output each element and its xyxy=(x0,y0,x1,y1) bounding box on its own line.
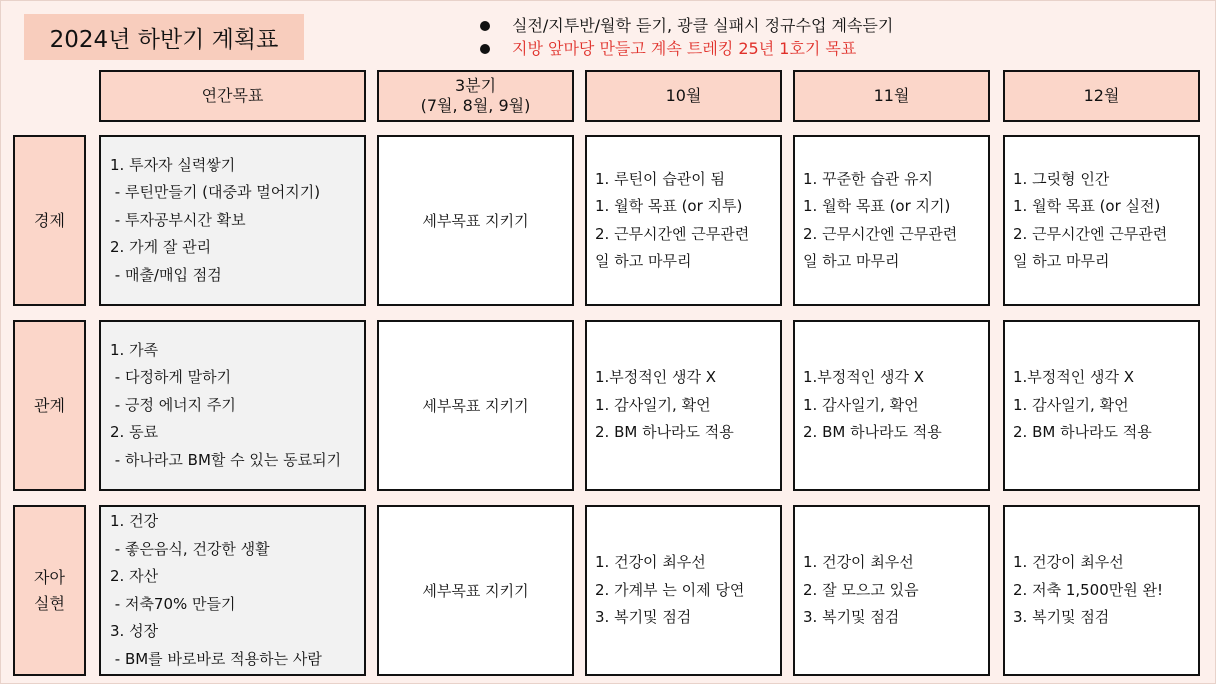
plan-line: 1. 루틴이 습관이 됨 xyxy=(595,169,726,188)
plan-line: 3. 복기및 점검 xyxy=(1013,608,1110,627)
plan-line: 2. 잘 모으고 있음 xyxy=(803,580,919,599)
note-item-highlight xyxy=(480,37,1000,60)
november-cell xyxy=(793,135,990,306)
header-november: 11월 xyxy=(793,70,990,122)
q3-cell: 세부목표 지키기 xyxy=(377,135,574,306)
plan-line: 2. 근무시간엔 근무관련 xyxy=(595,224,750,243)
goal-line: 1. 가족 xyxy=(110,340,159,359)
header-annual-goal: 연간목표 xyxy=(99,70,366,122)
october-cell xyxy=(585,505,782,676)
plan-line: 2. 근무시간엔 근무관련 xyxy=(1013,224,1168,243)
goal-line: - 긍정 에너지 주기 xyxy=(110,395,236,414)
plan-line: 1. 월학 목표 (or 실전) xyxy=(1013,197,1161,215)
october-cell xyxy=(585,135,782,306)
note-item xyxy=(480,14,1000,37)
november-cell xyxy=(793,320,990,491)
plan-line: 1. 감사일기, 확언 xyxy=(595,395,711,414)
plan-line: 2. 근무시간엔 근무관련 xyxy=(803,224,958,243)
plan-line: 1. 월학 목표 (or 지기) xyxy=(803,197,951,215)
plan-line: 2. BM 하나라도 적용 xyxy=(595,423,734,442)
plan-line: 1. 감사일기, 확언 xyxy=(1013,395,1129,414)
annual-goal-cell xyxy=(99,135,366,306)
plan-line: 1.부정적인 생각 X xyxy=(803,368,925,387)
october-cell xyxy=(585,320,782,491)
header-october: 10월 xyxy=(585,70,782,122)
plan-line: 1. 건강이 최우선 xyxy=(1013,553,1124,572)
goal-line: 2. 가게 잘 관리 xyxy=(110,238,212,257)
goal-line: 2. 자산 xyxy=(110,567,159,585)
row-label-relationship: 관계 xyxy=(13,320,86,491)
notes-list xyxy=(480,14,1000,60)
row-label-self-realization: 자아 실현 xyxy=(13,505,86,676)
goal-line: - 투자공부시간 확보 xyxy=(110,210,246,229)
goal-line: - 다정하게 말하기 xyxy=(110,368,232,387)
plan-line: 2. 저축 1,500만원 완! xyxy=(1013,580,1164,599)
goal-line: - 하나라고 BM할 수 있는 동료되기 xyxy=(110,450,342,469)
plan-line: 1. 건강이 최우선 xyxy=(803,553,914,572)
plan-line: 일 하고 마무리 xyxy=(595,252,692,270)
page-title: 2024년 하반기 계획표 xyxy=(24,14,304,60)
plan-line: 3. 복기및 점검 xyxy=(803,608,900,627)
plan-line: 1. 감사일기, 확언 xyxy=(803,395,919,414)
december-cell xyxy=(1003,135,1200,306)
goal-line: 1. 투자자 실력쌓기 xyxy=(110,155,236,174)
row-label-economy: 경제 xyxy=(13,135,86,306)
goal-line: 1. 건강 xyxy=(110,512,159,530)
plan-line: 일 하고 마무리 xyxy=(1013,252,1110,270)
december-cell xyxy=(1003,320,1200,491)
goal-line: - 좋은음식, 건강한 생활 xyxy=(110,539,270,558)
plan-line: 1. 건강이 최우선 xyxy=(595,553,706,572)
goal-line: - 루틴만들기 (대중과 멀어지기) xyxy=(110,183,321,202)
plan-line: 일 하고 마무리 xyxy=(803,252,900,270)
plan-line: 3. 복기및 점검 xyxy=(595,608,692,627)
q3-cell: 세부목표 지키기 xyxy=(377,505,574,676)
plan-line: 1. 꾸준한 습관 유지 xyxy=(803,169,934,188)
plan-line: 1.부정적인 생각 X xyxy=(1013,368,1135,387)
header-december: 12월 xyxy=(1003,70,1200,122)
annual-goal-cell xyxy=(99,320,366,491)
note-text: 실전/지투반/월학 듣기, 광클 실패시 정규수업 계속듣기 xyxy=(512,16,894,35)
goal-line: - 저축70% 만들기 xyxy=(110,594,236,613)
q3-cell: 세부목표 지키기 xyxy=(377,320,574,491)
goal-line: - 매출/매입 점검 xyxy=(110,265,222,284)
november-cell xyxy=(793,505,990,676)
goal-line: 2. 동료 xyxy=(110,423,159,442)
plan-line: 1. 그릿형 인간 xyxy=(1013,169,1110,188)
plan-line: 1.부정적인 생각 X xyxy=(595,368,717,387)
goal-line: - BM를 바로바로 적용하는 사람 xyxy=(110,649,322,668)
plan-line: 2. 가계부 는 이제 당연 xyxy=(595,580,745,599)
header-q3: 3분기 (7월, 8월, 9월) xyxy=(377,70,574,122)
note-text: 지방 앞마당 만들고 계속 트레킹 25년 1호기 목표 xyxy=(512,39,857,58)
plan-line: 2. BM 하나라도 적용 xyxy=(803,423,942,442)
bullet-icon xyxy=(480,21,490,31)
plan-line: 1. 월학 목표 (or 지투) xyxy=(595,197,743,215)
plan-line: 2. BM 하나라도 적용 xyxy=(1013,423,1152,442)
goal-line: 3. 성장 xyxy=(110,622,159,640)
bullet-icon xyxy=(480,44,490,54)
december-cell xyxy=(1003,505,1200,676)
annual-goal-cell xyxy=(99,505,366,676)
